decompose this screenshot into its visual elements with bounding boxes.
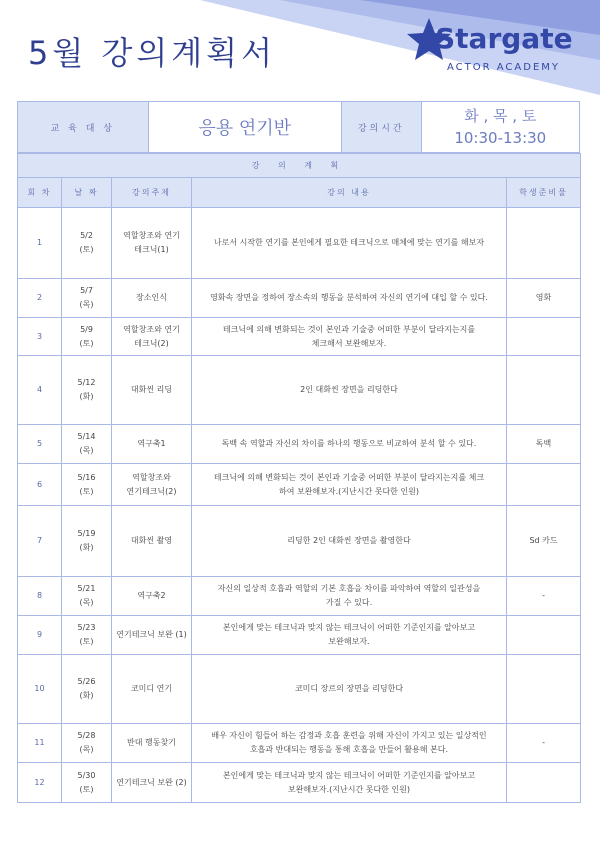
row-prep [507,318,581,356]
target-label: 교 육 대 상 [18,102,149,152]
row-date: 5/19 (화) [62,506,112,577]
row-content: 테크닉에 의해 변화되는 것이 본인과 기술중 어떠한 부분이 달라지는지를 체크 하여 보완해보자.(지난시간 못다한 인원) [192,464,507,506]
row-topic: 대화씬 리딩 [112,356,192,425]
row-content: 영화속 장면을 정하여 장소속의 행동을 분석하여 자신의 연기에 대입 할 수 있다. [192,279,507,318]
row-prep [507,356,581,425]
table-row [18,655,581,724]
row-prep: - [507,577,581,616]
row-prep [507,616,581,655]
plan-header: 강 의 계 획 [18,154,581,178]
row-date: 5/7 (목) [62,279,112,318]
row-content: 본인에게 맞는 테크닉과 맞지 않는 테크닉이 어떠한 기준인지를 알아보고 보완해보자. [192,616,507,655]
row-topic: 연기테크닉 보완 (2) [112,763,192,803]
col-prep: 학생준비물 [507,178,581,208]
row-date: 5/28 (목) [62,724,112,763]
row-number: 4 [18,356,62,425]
row-topic: 역할창조와 연기테크닉(2) [112,464,192,506]
row-prep: - [507,724,581,763]
row-prep: 독백 [507,425,581,464]
row-content: 독백 속 역할과 자신의 차이를 하나의 행동으로 비교하여 분석 할 수 있다. [192,425,507,464]
row-topic: 역구축2 [112,577,192,616]
row-topic: 역할창조와 연기 테크닉(2) [112,318,192,356]
row-number: 12 [18,763,62,803]
hours: 10:30-13:30 [454,129,547,147]
row-prep: 영화 [507,279,581,318]
row-number: 6 [18,464,62,506]
row-number: 8 [18,577,62,616]
row-topic: 역할창조와 연기 테크닉(1) [112,208,192,279]
row-topic: 반대 행동찾기 [112,724,192,763]
col-topic: 강의주제 [112,178,192,208]
logo-subtitle: ACTOR ACADEMY [447,62,560,73]
row-topic: 코미디 연기 [112,655,192,724]
row-number: 7 [18,506,62,577]
plan-table [17,153,581,803]
col-no: 회 차 [18,178,62,208]
col-date: 날 짜 [62,178,112,208]
row-topic: 연기테크닉 보완 (1) [112,616,192,655]
target-value: 응용 연기반 [149,102,342,152]
row-date: 5/2 (토) [62,208,112,279]
row-number: 5 [18,425,62,464]
table-row [18,464,581,506]
logo-name: Stargate [435,22,573,55]
table-row [18,763,581,803]
logo [405,16,585,76]
row-topic: 대화씬 촬영 [112,506,192,577]
table-row [18,208,581,279]
row-date: 5/16 (토) [62,464,112,506]
table-row [18,318,581,356]
row-content: 리딩한 2인 대화씬 장면을 촬영한다 [192,506,507,577]
col-content: 강의 내용 [192,178,507,208]
course-info [17,101,580,153]
table-row [18,616,581,655]
row-content: 배우 자신이 힘들어 하는 감정과 호흡 훈련을 위해 자신이 가지고 있는 일상적인 호흡과 반대되는 행동을 통해 호흡을 만들어 활용해 본다. [192,724,507,763]
row-content: 2인 대화씬 장면을 리딩한다 [192,356,507,425]
row-date: 5/14 (목) [62,425,112,464]
row-number: 10 [18,655,62,724]
row-topic: 장소인식 [112,279,192,318]
table-row [18,577,581,616]
table-row [18,279,581,318]
table-row [18,724,581,763]
page-title: 5월 강의계획서 [28,34,277,72]
table-row [18,356,581,425]
row-number: 2 [18,279,62,318]
row-content: 코미디 장르의 장면을 리딩한다 [192,655,507,724]
table-row [18,506,581,577]
row-content: 자신의 일상적 호흡과 역할의 기본 호흡을 차이를 파악하여 역할의 일관성을 가질 수 있다. [192,577,507,616]
time-value [422,102,579,152]
row-date: 5/9 (토) [62,318,112,356]
row-content: 나로서 시작한 연기를 본인에게 필요한 테크닉으로 매체에 맞는 연기를 해보자 [192,208,507,279]
row-number: 9 [18,616,62,655]
row-date: 5/23 (토) [62,616,112,655]
row-prep [507,208,581,279]
row-date: 5/12 (화) [62,356,112,425]
row-prep [507,464,581,506]
row-prep: Sd 카드 [507,506,581,577]
days: 화 , 목 , 토 [464,107,537,125]
time-label: 강의시간 [342,102,422,152]
row-date: 5/21 (목) [62,577,112,616]
row-content: 테크닉에 의해 변화되는 것이 본인과 기술중 어떠한 부분이 달라지는지를 체크해서 보완해보자. [192,318,507,356]
row-number: 1 [18,208,62,279]
row-date: 5/30 (토) [62,763,112,803]
row-date: 5/26 (화) [62,655,112,724]
row-topic: 역구축1 [112,425,192,464]
row-number: 11 [18,724,62,763]
row-prep [507,655,581,724]
table-row [18,425,581,464]
row-number: 3 [18,318,62,356]
row-prep [507,763,581,803]
row-content: 본인에게 맞는 테크닉과 맞지 않는 테크닉이 어떠한 기준인지를 알아보고 보완해보자.(지난시간 못다한 인원) [192,763,507,803]
